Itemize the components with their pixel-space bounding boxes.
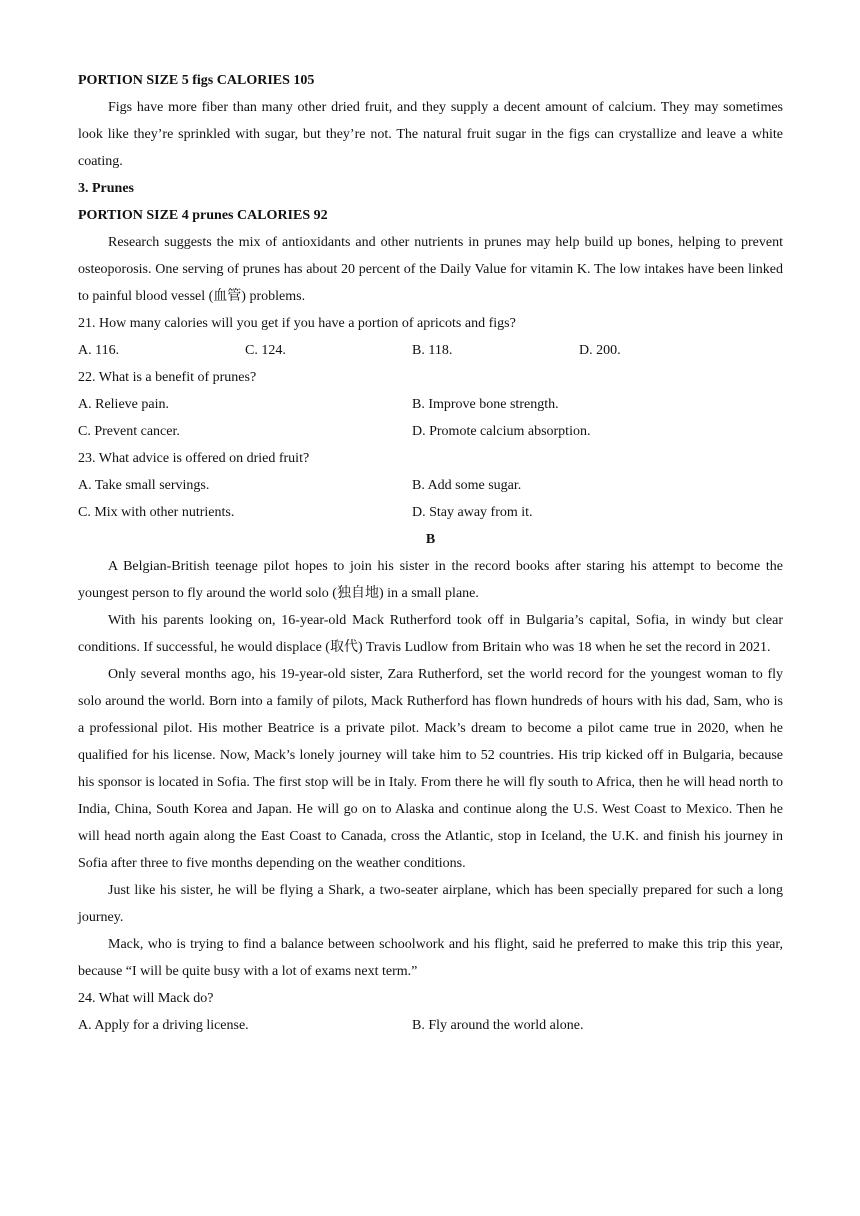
figs-paragraph: Figs have more fiber than many other dried fruit, and they supply a decent amount of calcium. They may sometimes look like they’re sprinkled with sugar, but they’re not. The natural fruit sugar in the figs can crystallize and leave a white coating. bbox=[78, 100, 783, 169]
prunes-paragraph: Research suggests the mix of antioxidants and other nutrients in prunes may help build up bones, helping to prevent osteoporosis. One serving of prunes has about 20 percent of the Daily Value for vitamin K. The low intakes have been linked to painful blood vessel (血管) problems. bbox=[78, 235, 783, 304]
question-23: 23. What advice is offered on dried fruit? bbox=[78, 451, 310, 466]
question-22: 22. What is a benefit of prunes? bbox=[78, 370, 257, 385]
option-c: C. 124. bbox=[245, 343, 286, 358]
section-b-paragraph-1: A Belgian-British teenage pilot hopes to join his sister in the record books after staring his attempt to become the youngest person to fly around the world solo (独自地) in a small plane. bbox=[78, 559, 783, 601]
section-b-paragraph-4: Just like his sister, he will be flying a Shark, a two-seater airplane, which has been specially prepared for such a long journey. bbox=[78, 883, 783, 925]
option-a: A. Relieve pain. bbox=[78, 397, 169, 412]
section-b-paragraph-3: Only several months ago, his 19-year-old sister, Zara Rutherford, set the world record for the youngest woman to fly solo around the world. Born into a family of pilots, Mack Rutherford has flown hundreds of hours with his dad, Sam, who is a professional pilot. His mother Beatrice is a private pilot. Mack’s dream to become a pilot came true in 2020, when he qualified for his license. Now, Mack’s lonely journey will take him to 52 countries. His trip kicked off in Bulgaria, because his sponsor is located in Sofia. The first stop will be in Italy. From there he will fly south to Africa, then he will head north to India, China, South Korea and Japan. He will go on to Alaska and continue along the U.S. West Coast to Mexico. Then he will head north again along the East Coast to Canada, cross the Atlantic, stop in Iceland, the U.K. and finish his journey in Sofia after three to five months depending on the weather conditions. bbox=[78, 667, 783, 871]
option-b: B. Improve bone strength. bbox=[412, 397, 559, 412]
option-d: D. Promote calcium absorption. bbox=[412, 424, 591, 439]
question-24-options bbox=[78, 1012, 860, 1039]
prunes-portion-line: PORTION SIZE 4 prunes CALORIES 92 bbox=[78, 208, 328, 223]
option-a: A. Apply for a driving license. bbox=[78, 1018, 249, 1033]
question-23-options-row2 bbox=[78, 499, 860, 526]
question-21: 21. How many calories will you get if you have a portion of apricots and figs? bbox=[78, 316, 516, 331]
section-b-paragraph-2: With his parents looking on, 16-year-old Mack Rutherford took off in Bulgaria’s capital, Sofia, in windy but clear conditions. If successful, he would displace (取代) Travis Ludlow from Britain who was 18 when he set the record in 2021. bbox=[78, 613, 783, 655]
option-c: C. Mix with other nutrients. bbox=[78, 505, 235, 520]
option-d: D. 200. bbox=[579, 343, 621, 358]
option-b: B. Add some sugar. bbox=[412, 478, 522, 493]
option-c: C. Prevent cancer. bbox=[78, 424, 180, 439]
figs-portion-line: PORTION SIZE 5 figs CALORIES 105 bbox=[78, 73, 315, 88]
option-b: B. Fly around the world alone. bbox=[412, 1018, 584, 1033]
question-24: 24. What will Mack do? bbox=[78, 991, 214, 1006]
option-b: B. 118. bbox=[412, 343, 453, 358]
question-22-options-row1 bbox=[78, 391, 860, 418]
option-d: D. Stay away from it. bbox=[412, 505, 533, 520]
option-a: A. 116. bbox=[78, 343, 120, 358]
option-a: A. Take small servings. bbox=[78, 478, 210, 493]
question-22-options-row2 bbox=[78, 418, 860, 445]
question-21-options bbox=[78, 337, 860, 364]
prunes-heading: 3. Prunes bbox=[78, 181, 134, 196]
section-b-heading: B bbox=[425, 532, 436, 547]
question-23-options-row1 bbox=[78, 472, 860, 499]
section-b-paragraph-5: Mack, who is trying to find a balance between schoolwork and his flight, said he preferred to make this trip this year, because “I will be quite busy with a lot of exams next term.” bbox=[78, 937, 783, 979]
